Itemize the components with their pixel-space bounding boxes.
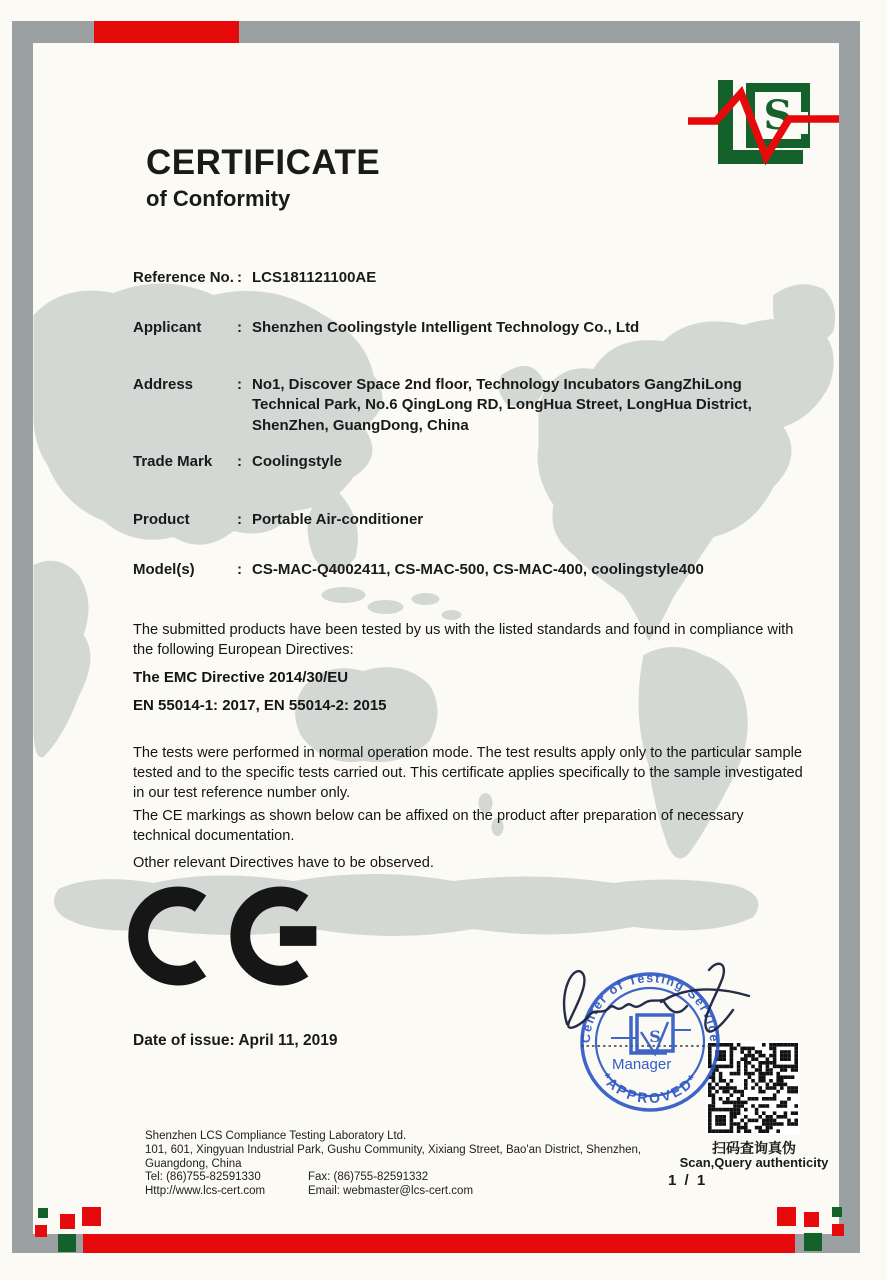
svg-text:*APPROVED* [598, 1070, 701, 1107]
issuer-tel: Tel: (86)755-82591330 [145, 1171, 261, 1184]
issuer-fax: Fax: (86)755-82591332 [308, 1171, 429, 1184]
decor-square-red [777, 1207, 796, 1226]
manager-signature [564, 964, 749, 1032]
field-colon: : [237, 453, 242, 470]
field-value: No1, Discover Space 2nd floor, Technology Incubators GangZhiLong Technical Park, No.6 QingLong RD, LongHua Street, LongHua District, ShenZhen, GuangDong, China [252, 376, 752, 434]
field-value: CS-MAC-Q4002411, CS-MAC-500, CS-MAC-400, coolingstyle400 [252, 561, 704, 578]
frame-right-bar [839, 21, 860, 1253]
field-colon: : [237, 319, 242, 336]
stamp-arc-text: Center of Testing Service [578, 971, 722, 1044]
field-colon: : [237, 561, 242, 578]
ce-mark [127, 886, 337, 986]
field-value: Coolingstyle [252, 453, 343, 470]
stamp-role: Manager [612, 1056, 672, 1073]
field-colon: : [237, 511, 242, 528]
svg-text:Center of Testing Service [579, 971, 721, 1043]
paragraph-test-note: The tests were performed in normal operation mode. The test results apply only to the particular sample tested and to the specific tests carried out. This certificate applies specifically to the sample investigated in our test reference number only. [133, 745, 803, 802]
qr-caption-english: Scan,Query authenticity [679, 1155, 829, 1170]
logo-letter: S [763, 92, 793, 139]
issuer-web: Http://www.lcs-cert.com [145, 1185, 266, 1198]
issuer-address-line2: Guangdong, China [145, 1157, 242, 1170]
field-label: Product [133, 511, 190, 528]
field-row-product [133, 510, 767, 530]
decor-square-green [58, 1234, 76, 1252]
frame-top-red-segment [94, 21, 239, 43]
issuer-email: Email: webmaster@lcs-cert.com [308, 1185, 474, 1198]
field-label: Trade Mark [133, 453, 213, 470]
decor-square-green [804, 1233, 822, 1251]
certificate-title: CERTIFICATE [146, 143, 381, 182]
field-label: Reference No. [133, 269, 234, 286]
stamp-inner-ring [596, 988, 704, 1096]
field-label: Address [133, 376, 194, 393]
stamp-outer-ring [582, 974, 718, 1110]
field-colon: : [237, 269, 242, 286]
field-label: Applicant [133, 319, 202, 336]
stamp-center-logo [611, 1015, 691, 1054]
issuer-footer [145, 1130, 665, 1199]
date-of-issue: Date of issue: April 11, 2019 [133, 1032, 338, 1049]
paragraph-intro: The submitted products have been tested by us with the listed standards and found in compliance with the following European Directives: [133, 622, 794, 659]
lcs-logo [678, 62, 858, 172]
decor-square-red [832, 1224, 844, 1236]
paragraph-ce-note: The CE markings as shown below can be affixed on the product after preparation of necessary technical documentation. [133, 808, 744, 845]
paragraph-directive: The EMC Directive 2014/30/EU [133, 669, 349, 686]
frame-left-bar [12, 21, 33, 1253]
stamp-center-letter: S [649, 1027, 661, 1046]
field-value: Portable Air-conditioner [252, 511, 424, 528]
field-row-trademark [133, 452, 767, 472]
decor-square-green [832, 1207, 842, 1217]
certificate-subtitle: of Conformity [146, 186, 291, 211]
qr-code [706, 1041, 800, 1135]
decor-square-red [35, 1225, 47, 1237]
field-row-applicant [133, 318, 767, 338]
field-label: Model(s) [133, 561, 195, 578]
field-row-reference [133, 268, 767, 288]
page-indicator: 1 / 1 [668, 1172, 708, 1189]
decor-square-red [60, 1214, 75, 1229]
issuer-company: Shenzhen LCS Compliance Testing Laboratory Ltd. [145, 1130, 407, 1142]
decor-square-green [38, 1208, 48, 1218]
paragraph-other-note: Other relevant Directives have to be observed. [133, 855, 434, 871]
field-value: Shenzhen Coolingstyle Intelligent Technology Co., Ltd [252, 319, 640, 336]
issuer-address-line1: 101, 601, Xingyuan Industrial Park, Gushu Community, Xixiang Street, Bao'an District, Shenzhen, [145, 1143, 642, 1156]
frame-bottom-red-segment [83, 1234, 795, 1253]
field-row-models [133, 560, 767, 580]
decor-square-red [82, 1207, 101, 1226]
paragraph-standards: EN 55014-1: 2017, EN 55014-2: 2015 [133, 697, 387, 714]
field-colon: : [237, 376, 242, 393]
qr-caption-chinese: 扫码查询真伪 [712, 1140, 796, 1156]
field-value: LCS181121100AE [252, 269, 377, 286]
field-row-address [133, 375, 757, 436]
decor-square-red [804, 1212, 819, 1227]
stamp-approved-text: *APPROVED* [598, 1069, 702, 1107]
